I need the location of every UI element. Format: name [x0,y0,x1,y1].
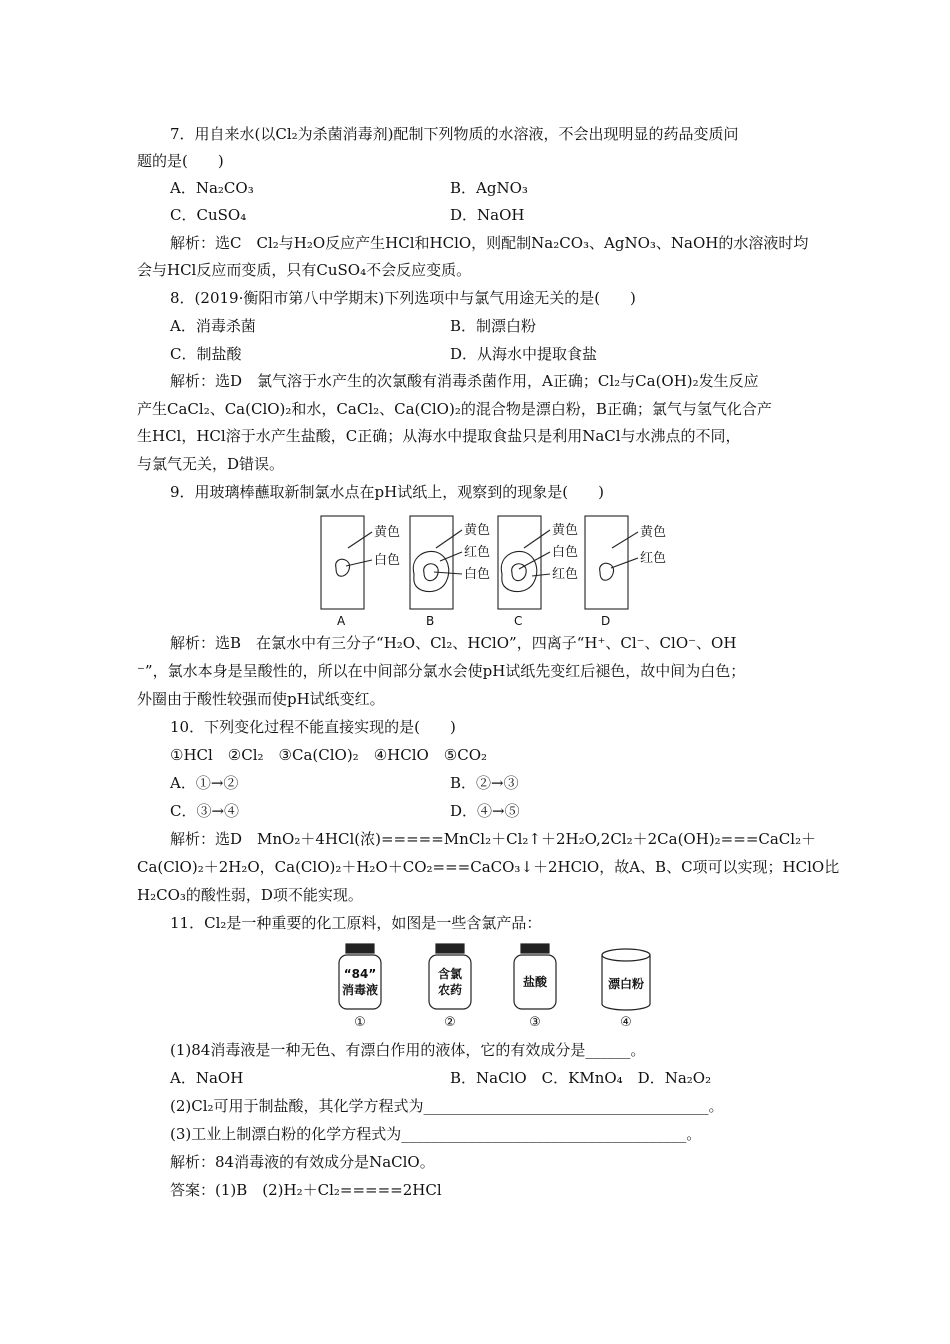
label-d-red: 红色 [640,551,667,566]
q9-analysis-line2: ⁻”，氯水本身是呈酸性的，所以在中间部分氯水会使pH试纸先变红后褪色，故中间为白色； [137,662,746,680]
bottle-1-cap [346,944,374,953]
product-4: 漂白粉 [607,977,645,991]
label-b-red: 红色 [464,545,491,560]
paper-label-a: A [337,614,346,628]
q10-option-a: A．①→② [170,774,239,792]
q7-option-b: B．AgNO₃ [450,179,528,197]
q10-stem: 10．下列变化过程不能直接实现的是( ) [170,718,456,736]
label-b-yellow: 黄色 [464,523,491,538]
q8-option-b: B．制漂白粉 [450,317,537,335]
q8-analysis-line3: 生HCl，HCl溶于水产生盐酸，C正确；从海水中提取食盐只是利用NaCl与水沸点的不同， [137,427,741,445]
product-2-line2: 农药 [437,983,463,997]
label-d-yellow: 黄色 [640,525,667,540]
q7-option-a: A．Na₂CO₃ [170,179,254,197]
paper-c [498,516,541,609]
bottle-2-cap [436,944,464,953]
q8-analysis-line4: 与氯气无关，D错误。 [137,455,285,473]
q11-sub1-options-bcd: B．NaClO C．KMnO₄ D．Na₂O₂ [450,1069,712,1087]
product-4-number: ④ [620,1015,632,1030]
product-1-line1: “84” [343,967,377,981]
q7-stem-line1: 7．用自来水(以Cl₂为杀菌消毒剂)配制下列物质的水溶液，不会出现明显的药品变质问 [170,125,739,143]
q7-option-c: C．CuSO₄ [170,206,247,224]
q11-analysis: 解析：84消毒液的有效成分是NaClO。 [170,1153,435,1171]
q7-option-d: D．NaOH [450,206,525,224]
q8-option-a: A．消毒杀菌 [170,317,256,335]
paper-label-b: B [426,614,435,628]
label-c-white: 白色 [552,545,579,560]
q7-analysis-line1: 解析：选C Cl₂与H₂O反应产生HCl和HClO，则配制Na₂CO₃、AgNO₃、NaOH的水溶液时均 [170,234,809,252]
paper-d-spot [600,563,614,580]
paper-a-spot [336,559,350,576]
q10-analysis-line3: H₂CO₃的酸性弱，D项不能实现。 [137,886,363,904]
q11-answer: 答案：(1)B (2)H₂＋Cl₂=====2HCl [170,1181,442,1199]
q11-sub2: (2)Cl₂可用于制盐酸，其化学方程式为______________________________________。 [170,1097,724,1115]
label-a-white: 白色 [374,553,401,568]
q9-analysis-line3: 外圈由于酸性较强而使pH试纸变红。 [137,690,385,708]
q11-sub1: (1)84消毒液是一种无色、有漂白作用的液体，它的有效成分是______。 [170,1041,646,1059]
bottle-3-cap [521,944,549,953]
paper-d [585,516,628,609]
q8-analysis-line2: 产生CaCl₂、Ca(ClO)₂和水，CaCl₂、Ca(ClO)₂的混合物是漂白粉，B正确；氯气与氢气化合产 [137,400,772,418]
q10-analysis-line1: 解析：选D MnO₂＋4HCl(浓)=====MnCl₂＋Cl₂↑＋2H₂O,2Cl₂＋2Ca(OH)₂===CaCl₂＋ [170,830,817,848]
q11-stem: 11．Cl₂是一种重要的化工原料，如图是一些含氯产品： [170,914,542,932]
label-a-yellow: 黄色 [374,525,401,540]
label-c-red: 红色 [552,567,579,582]
product-3: 盐酸 [522,975,548,989]
paper-c-outer [501,551,536,591]
label-b-white: 白色 [464,567,491,582]
can-4-top [602,949,650,961]
product-3-number: ③ [529,1015,541,1030]
q11-sub3: (3)工业上制漂白粉的化学方程式为______________________________________。 [170,1125,702,1143]
product-1-line2: 消毒液 [341,983,379,997]
product-2-number: ② [444,1015,456,1030]
q10-option-c: C．③→④ [170,802,240,820]
q9-ph-paper-figure [300,508,680,630]
q10-items: ①HCl ②Cl₂ ③Ca(ClO)₂ ④HClO ⑤CO₂ [170,746,488,764]
bottle-2-body [429,955,471,1009]
paper-b-outer [413,551,448,591]
paper-label-c: C [514,614,523,628]
q8-option-c: C．制盐酸 [170,345,242,363]
product-1-number: ① [354,1015,366,1030]
q9-stem: 9．用玻璃棒蘸取新制氯水点在pH试纸上，观察到的现象是( ) [170,483,604,501]
q10-option-b: B．②→③ [450,774,519,792]
paper-b [410,516,453,609]
bottle-1-body [339,955,381,1009]
q7-analysis-line2: 会与HCl反应而变质，只有CuSO₄不会反应变质。 [137,261,472,279]
paper-label-d: D [601,614,611,628]
q9-analysis-line1: 解析：选B 在氯水中有三分子“H₂O、Cl₂、HClO”，四离子“H⁺、Cl⁻、ClO⁻、OH [170,634,737,652]
q8-stem: 8．(2019·衡阳市第八中学期末)下列选项中与氯气用途无关的是( ) [170,289,636,307]
q7-stem-line2: 题的是( ) [137,152,224,170]
label-c-yellow: 黄色 [552,523,579,538]
q11-sub1-option-a: A．NaOH [170,1069,244,1087]
q10-option-d: D．④→⑤ [450,802,520,820]
paper-a [321,516,364,609]
product-2-line1: 含氯 [437,967,463,981]
q10-analysis-line2: Ca(ClO)₂＋2H₂O，Ca(ClO)₂＋H₂O＋CO₂===CaCO₃↓＋2HClO，故A、B、C项可以实现；HClO比 [137,858,840,876]
q8-analysis-line1: 解析：选D 氯气溶于水产生的次氯酸有消毒杀菌作用，A正确；Cl₂与Ca(OH)₂发生反应 [170,372,759,390]
q11-products-figure [330,938,690,1030]
q8-option-d: D．从海水中提取食盐 [450,345,598,363]
